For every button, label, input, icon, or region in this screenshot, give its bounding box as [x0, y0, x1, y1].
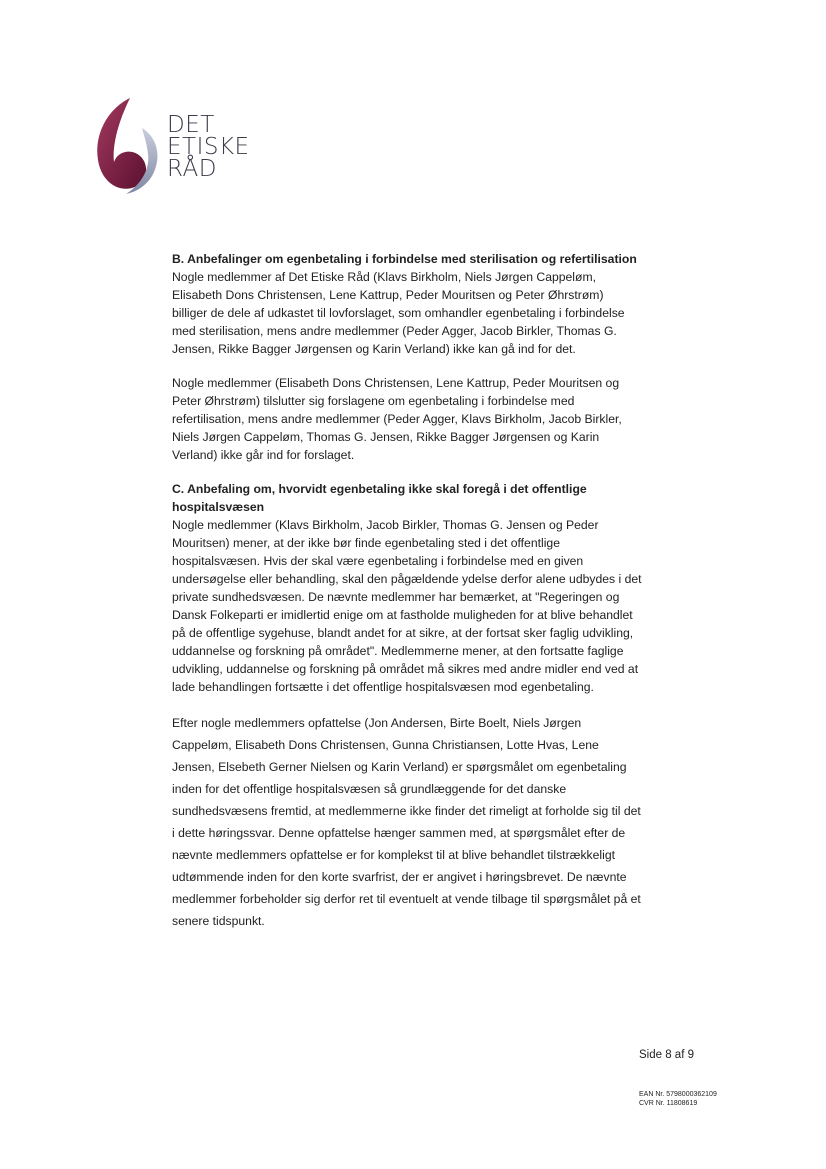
section-c	[172, 480, 642, 696]
cvr-number: CVR Nr. 11808619	[639, 1100, 698, 1107]
closing-section	[172, 712, 642, 932]
section-b-paragraph-2: Nogle medlemmer (Elisabeth Dons Christensen, Lene Kattrup, Peder Mouritsen og Peter Øhrstrøm) tilslutter sig forslagene om egenbetaling i forbindelse med refertilisation, mens andre medlemmer (Peder Agger, Klavs Birkholm, Jacob Birkler, Niels Jørgen Cappeløm, Thomas G. Jensen, Rikke Bagger Jørgensen og Karin Verland) ikke går ind for forslaget.	[172, 376, 622, 462]
section-b	[172, 250, 642, 464]
section-c-heading: C. Anbefaling om, hvorvidt egenbetaling ikke skal foregå i det offentlige hospitalsvæsen	[172, 482, 587, 514]
document-body	[172, 250, 642, 932]
logo-text-etiske: ETISKE	[167, 134, 250, 160]
logo-text-raad: RÅD	[167, 156, 217, 182]
logo-text-det: DET	[167, 112, 215, 138]
section-b-paragraph-1: Nogle medlemmer af Det Etiske Råd (Klavs Birkholm, Niels Jørgen Cappeløm, Elisabeth Dons Christensen, Lene Kattrup, Peder Mouritsen og Peter Øhrstrøm) billiger de dele af udkastet til lovforslaget, som omhandler egenbetaling i forbindelse med sterilisation, mens andre medlemmer (Peder Agger, Jacob Birkler, Thomas G. Jensen, Rikke Bagger Jørgensen og Karin Verland) ikke kan gå ind for det.	[172, 270, 625, 356]
logo-swirl-icon	[92, 96, 164, 196]
ean-number: EAN Nr. 5798000362109	[639, 1091, 717, 1098]
logo	[92, 96, 262, 196]
section-b-heading: B. Anbefalinger om egenbetaling i forbindelse med sterilisation og refertilisation	[172, 252, 637, 266]
company-ids	[639, 1090, 717, 1108]
page-number: Side 8 af 9	[639, 1049, 694, 1061]
section-c-paragraph-1: Nogle medlemmer (Klavs Birkholm, Jacob Birkler, Thomas G. Jensen og Peder Mouritsen) mener, at der ikke bør finde egenbetaling sted i det offentlige hospitalsvæsen. Hvis der skal være egenbetaling i forbindelse med en given undersøgelse eller behandling, skal den pågældende ydelse derfor alene udbydes i det private sundhedsvæsen. De nævnte medlemmer har bemærket, at "Regeringen og Dansk Folkeparti er imidlertid enige om at fastholde muligheden for at blive behandlet på de offentlige sygehuse, blandt andet for at sikre, at der fortsat sker faglig udvikling, uddannelse og forskning på området". Medlemmerne mener, at den fortsatte faglige udvikling, uddannelse og forskning på området må sikres med andre midler end ved at lade behandlingen fortsætte i det offentlige hospitalsvæsen mod egenbetaling.	[172, 518, 642, 694]
closing-paragraph: Efter nogle medlemmers opfattelse (Jon Andersen, Birte Boelt, Niels Jørgen Cappeløm, Elisabeth Dons Christensen, Gunna Christiansen, Lotte Hvas, Lene Jensen, Elsebeth Gerner Nielsen og Karin Verland) er spørgsmålet om egenbetaling inden for det offentlige hospitalsvæsen så grundlæggende for det danske sundhedsvæsens fremtid, at medlemmerne ikke finder det rimeligt at forholde sig til det i dette høringssvar. Denne opfattelse hænger sammen med, at spørgsmålet efter de nævnte medlemmers opfattelse er for komplekst til at blive behandlet tilstrækkeligt udtømmende inden for den korte svarfrist, der er angivet i høringsbrevet. De nævnte medlemmer forbeholder sig derfor ret til eventuelt at vende tilbage til spørgsmålet på et senere tidspunkt.	[172, 716, 641, 928]
